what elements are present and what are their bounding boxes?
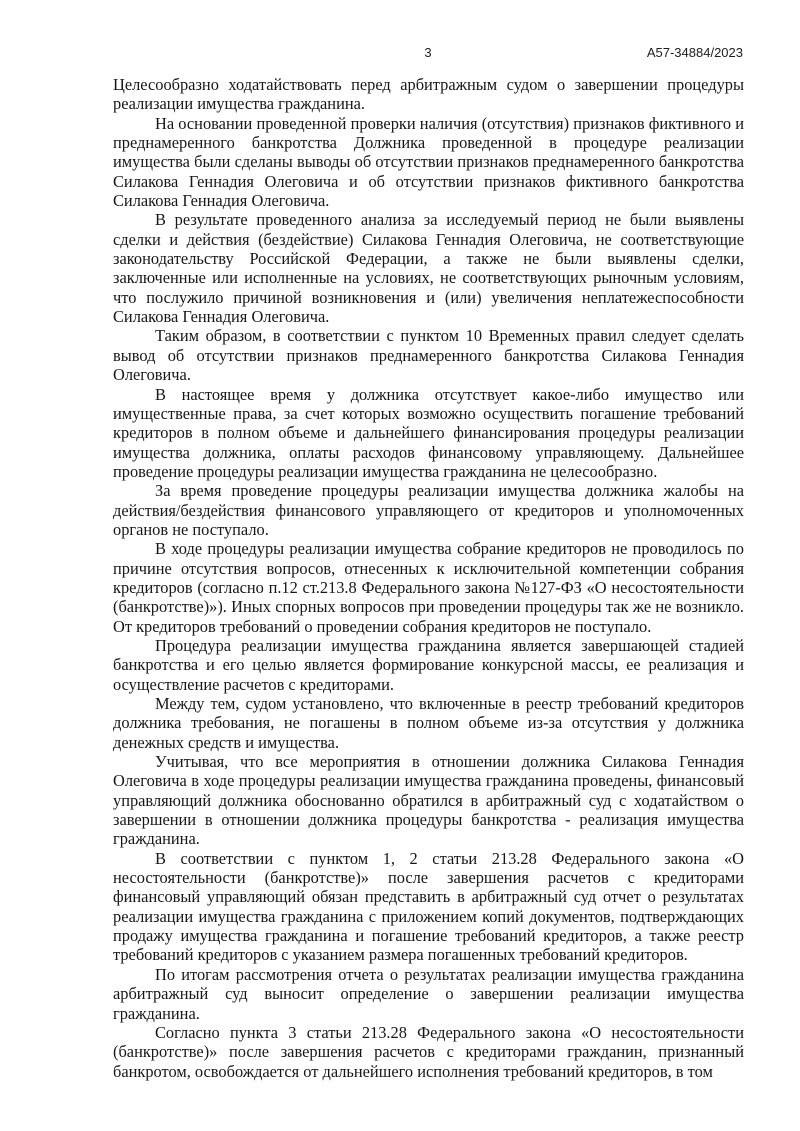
case-number: А57-34884/2023: [646, 45, 743, 60]
paragraph: Между тем, судом установлено, что включенные в реестр требований кредиторов должника требования, не погашены в полном объеме из-за отсутствия у должника денежных средств и имущества.: [113, 694, 744, 752]
paragraph: В ходе процедуры реализации имущества собрание кредиторов не проводилось по причине отсутствия вопросов, отнесенных к исключительной компетенции собрания кредиторов (согласно п.12 ст.213.8 Федерального закона №127-ФЗ «О несостоятельности (банкротстве)»). Иных спорных вопросов при проведении процедуры так же не возникло. От кредиторов требований о проведении собрания кредиторов не поступало.: [113, 539, 744, 636]
paragraph: В соответствии с пунктом 1, 2 статьи 213.28 Федерального закона «О несостоятельности (банкротстве)» после завершения расчетов с кредиторами финансовый управляющий обязан представить в арбитражный суд отчет о результатах реализации имущества гражданина с приложением копий документов, подтверждающих продажу имущества гражданина и погашение требований кредиторов, а также реестр требований кредиторов с указанием размера погашенных требований кредиторов.: [113, 848, 744, 965]
paragraph: В результате проведенного анализа за исследуемый период не были выявлены сделки и действия (бездействие) Силакова Геннадия Олеговича, не соответствующие законодательству Российской Федерации, а также не были выявлены сделки, заключенные или исполненные на условиях, не соответствующих рыночным условиям, что послужило причиной возникновения и (или) увеличения неплатежеспособности Силакова Геннадия Олеговича.: [113, 210, 744, 327]
page-number: 3: [424, 45, 432, 60]
paragraph: За время проведение процедуры реализации имущества должника жалобы на действия/бездействия финансового управляющего от кредиторов и уполномоченных органов не поступало.: [113, 481, 744, 539]
paragraph: Согласно пункта 3 статьи 213.28 Федерального закона «О несостоятельности (банкротстве)» после завершения расчетов с кредиторами гражданин, признанный банкротом, освобождается от дальнейшего исполнения требований кредиторов, в том: [113, 1022, 744, 1081]
paragraph: В настоящее время у должника отсутствует какое-либо имущество или имущественные права, за счет которых возможно осуществить погашение требований кредиторов в полном объеме и дальнейшего финансирования процедуры реализации имущества должника, оплаты расходов финансовому управляющему. Дальнейшее проведение процедуры реализации имущества гражданина не целесообразно.: [113, 384, 744, 481]
paragraph: Учитывая, что все мероприятия в отношении должника Силакова Геннадия Олеговича в ходе процедуры реализации имущества гражданина проведены, финансовый управляющий должника обоснованно обратился в арбитражный суд с ходатайством о завершении в отношении должника процедуры банкротства - реализация имущества гражданина.: [113, 752, 744, 849]
document-body: [113, 75, 744, 1081]
paragraph: На основании проведенной проверки наличия (отсутствия) признаков фиктивного и преднамеренного банкротства Должника проведенной в процедуре реализации имущества были сделаны выводы об отсутствии признаков преднамеренного банкротства Силакова Геннадия Олеговича и об отсутствии признаков фиктивного банкротства Силакова Геннадия Олеговича.: [113, 113, 744, 211]
paragraph: Целесообразно ходатайствовать перед арбитражным судом о завершении процедуры реализации имущества гражданина.: [113, 75, 744, 114]
paragraph: По итогам рассмотрения отчета о результатах реализации имущества гражданина арбитражный суд выносит определение о завершении реализации имущества гражданина.: [113, 964, 744, 1023]
page-header: [113, 46, 743, 62]
paragraph: Процедура реализации имущества гражданина является завершающей стадией банкротства и его целью является формирование конкурсной массы, ее реализация и осуществление расчетов с кредиторами.: [113, 635, 744, 694]
paragraph: Таким образом, в соответствии с пунктом 10 Временных правил следует сделать вывод об отсутствии признаков преднамеренного банкротства Силакова Геннадия Олеговича.: [113, 326, 744, 385]
